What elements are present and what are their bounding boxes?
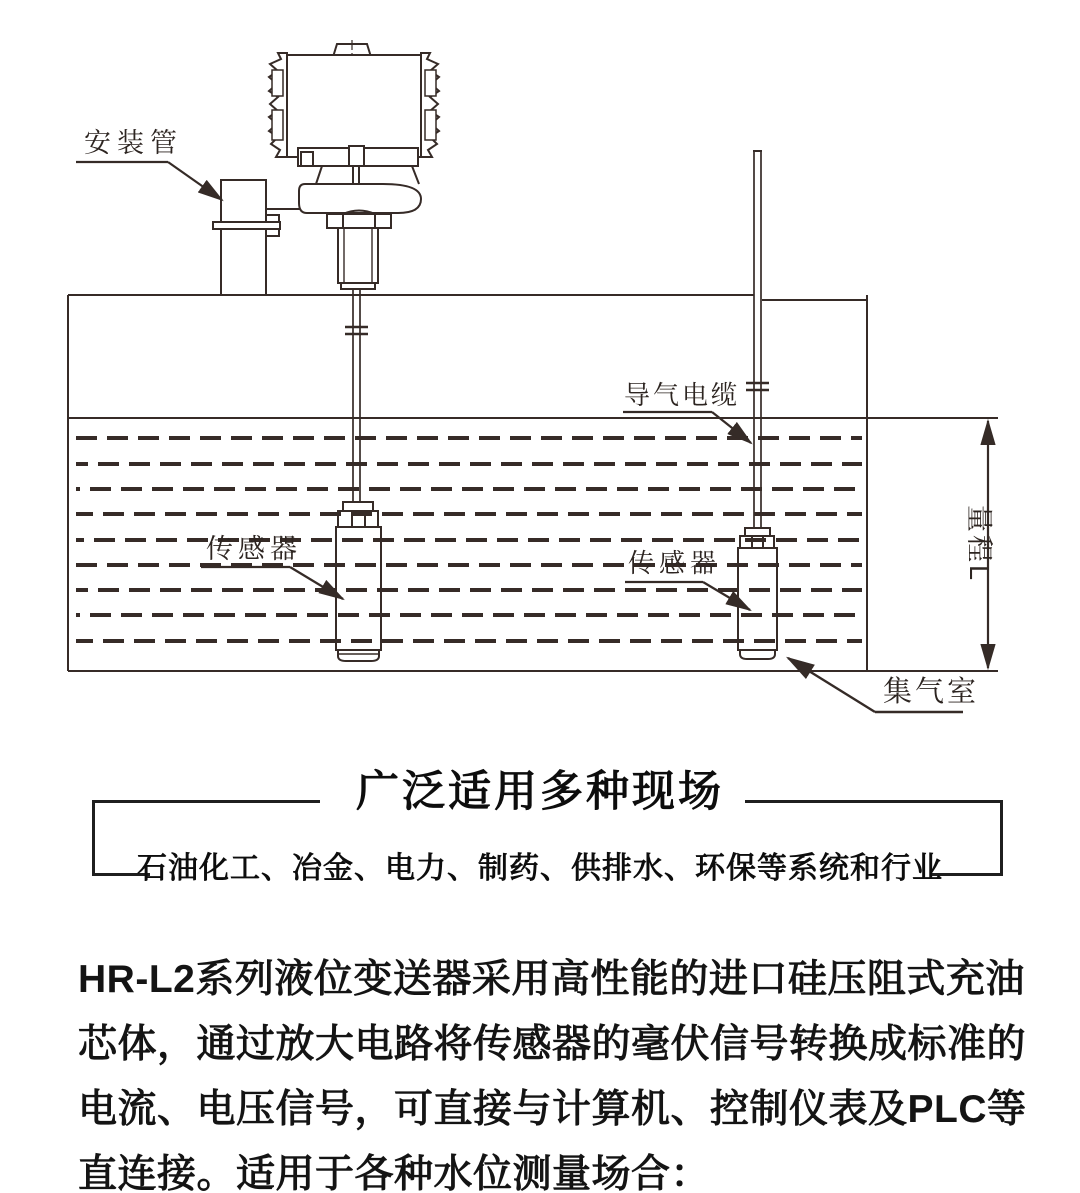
callout-mounting-pipe [76,128,222,200]
section-title: 广泛适用多种现场 [356,768,724,816]
range-dimension [964,421,994,668]
sensor-cable-left [345,289,368,502]
air-cable-right [746,151,769,528]
sensor-right-label: 传感器 [628,548,722,578]
threaded-connector [338,228,378,289]
sensor-left [336,502,381,661]
transmitter-head [269,40,439,289]
water-hatch [76,438,862,641]
knurl-cap-right [421,53,439,157]
callout-gas-chamber [788,658,979,712]
lower-housing [299,184,421,213]
description-line-3: 电流、电压信号，可直接与计算机、控制仪表及PLC等 [78,1088,1027,1131]
sensor-left-label: 传感器 [206,534,302,564]
gas-chamber-label: 集气室 [883,676,980,708]
description-line-4: 直连接。适用于各种水位测量场合： [78,1153,711,1193]
description-line-1: HR-L2系列液位变送器采用高性能的进口硅压阻式充油 [78,958,1025,1001]
description-line-2: 芯体，通过放大电路将传感器的毫伏信号转换成标准的 [78,1023,1027,1066]
callout-sensor-right [625,548,750,610]
callout-air-cable [623,380,751,443]
knurl-cap-left [269,53,287,157]
range-label: 量程L [964,504,994,584]
pipe-clamp [213,222,280,229]
section-subtitle: 石油化工、冶金、电力、制药、供排水、环保等系统和行业 [137,852,943,885]
sensor-left-tip [338,650,379,661]
head-body [287,55,421,157]
air-cable-label: 导气电缆 [624,380,741,410]
tank [68,295,998,671]
mounting-pipe [213,180,301,295]
sensor-right-tip [740,650,775,659]
mounting-pipe-label: 安装管 [84,128,183,158]
